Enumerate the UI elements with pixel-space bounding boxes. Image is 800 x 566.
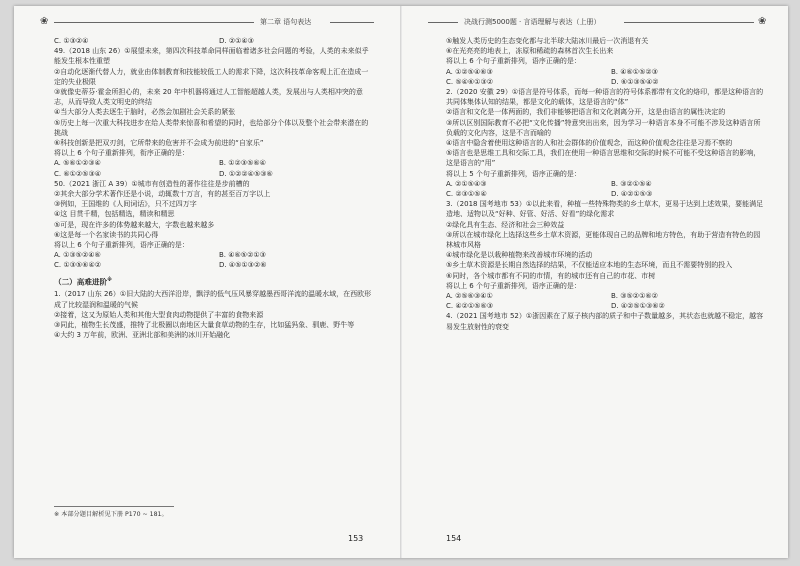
answer-options	[446, 189, 766, 199]
text-line: ②语言和文化是一体两面的，我们非能够把语言和文化剥离分开，这是由语言的属性决定的	[446, 108, 726, 117]
answer-option: D. ①②②④⑤③⑥	[219, 169, 273, 178]
footnote-mark: ※	[107, 276, 113, 283]
answer-options	[446, 179, 766, 189]
answer-option: D. ②①④③	[219, 37, 254, 45]
answer-option: D. ④②⑤①③⑥②	[611, 302, 665, 311]
footnote: ※ 本部分题目解析见下册 P170 ~ 181。	[54, 511, 168, 518]
text-line: 将以上 5 个句子重新排列，语序正确的是：	[446, 169, 581, 178]
answer-options	[446, 291, 766, 301]
left-page	[14, 6, 400, 558]
text-line: 2.（2020 安徽 29）①语言是符号体系，而每一种语言的符号体系都带有文化的烙印，都是这种语言的共同体集体认知的结果，都是文化的载体，这是语言的“体”	[446, 88, 764, 107]
header-rule	[330, 22, 374, 23]
text-line: ③就像史蒂芬·霍金所担心的，未来 20 年中机器将通过人工智能超越人类，发展出与人类相冲突的意志，从而导致人类文明史的终结	[54, 88, 363, 107]
text-line: ⑤语言也是思维工具和交际工具，我们在使用一种语言思维和交际的时候不可能不受这种语言的影响，这是语言的“用”	[446, 149, 761, 168]
text-line: ⑤可是，现在许多的体势越来越大，字数也越来越多	[54, 220, 215, 229]
text-line: 将以上 6 个句子重新排列，语序正确的是：	[54, 241, 189, 250]
answer-options	[446, 67, 766, 77]
answer-option: B. ①②③⑤⑥④	[219, 159, 266, 168]
answer-option: C. ⑥①②⑤③④	[54, 169, 101, 178]
answer-option: B. ③②①⑤④	[611, 179, 652, 188]
answer-option: D. ⑥①③⑤④②	[611, 77, 659, 86]
text-line: ②其余大部分学术著作还是小说，动辄数十万言，有的甚至百万字以上	[54, 190, 271, 199]
header-rule	[624, 22, 754, 23]
answer-option: A. ⑤⑥①②③④	[54, 159, 101, 168]
text-line: ⑤乡土草木资源是长期自然选择的结果，不仅能适应本地的生态环境，而且不需要特别的投入	[446, 261, 733, 270]
text-line: ④这 目贯千精，包括精选，精读和精思	[54, 210, 175, 219]
answer-options	[54, 158, 374, 168]
header-rule	[54, 22, 254, 23]
text-line: 3.（2018 国考地市 53）①以此来看，种植一些特殊物类的乡土草木，更易于达到上述效果，要能满足造地、适物以及“好种、好管、好活、好看”的绿化需求	[446, 200, 764, 219]
flower-ornament-icon: ❀	[40, 16, 49, 27]
book-title: 决战行测5000题 · 言语理解与表达（上册）	[464, 18, 601, 26]
answer-option: C. ④②①⑤⑥③	[446, 302, 493, 311]
answer-options	[54, 260, 374, 270]
answer-option: B. ④⑥①⑤②③	[611, 67, 658, 76]
text-line: 将以上 6 个句子重新排列，衔序正确的是：	[54, 149, 189, 158]
left-page-header	[40, 16, 374, 28]
right-page-header	[428, 16, 768, 28]
page-number: 154	[446, 534, 462, 543]
right-page-body	[446, 36, 766, 332]
section-heading-text: （二）高难进阶	[54, 277, 108, 287]
text-line: ⑤触发人类历史的生态变化都与北半球大陆冰川最后一次消退有关	[446, 37, 649, 45]
page-number: 153	[348, 534, 364, 543]
text-line: ⑥科技创新是把双刃剑，它所带来的危害并不会成为前进的“自家乐”	[54, 139, 264, 148]
text-line: 将以上 6 个句子重新排列，语序正确的是：	[446, 281, 581, 290]
text-line: ④当大部分人类去逐生于脑时，必然会加剧社会关系的紧张	[54, 108, 236, 117]
text-line: 50.（2021 浙江 A 39）①城市有创造性的著作往往是步前槽的	[54, 179, 250, 188]
text-line: ③所以在城市绿化上选择这些乡土草木资源，更能体现自己的品牌和地方特色，有助于营造有特色的园林城市风格	[446, 230, 761, 250]
answer-options	[446, 301, 766, 311]
book-spread	[14, 6, 788, 558]
text-line: ⑤历史上每一次重大科技进步在给人类带来惊喜和希望的同时，也给部分个体以及整个社会带来潜在的挑战	[54, 118, 369, 137]
footnote-rule	[54, 506, 174, 507]
text-line: ③所以区别国际教育不必把“文化传播”特意突出出来，因为学习一种语言本身不可能不涉及这种语言所负载的文化内容，这是不言而喻的	[446, 118, 761, 137]
flower-ornament-icon: ❀	[758, 16, 767, 27]
answer-option: A. ①③⑤②④⑥	[54, 251, 101, 260]
answer-options	[54, 36, 374, 46]
text-line: ②接着，这又为原始人类和其他大型食肉动物提供了丰富的食物来源	[54, 310, 264, 319]
answer-option: C. ②③①⑤④	[446, 190, 487, 199]
text-line: ④城市绿化是以栽种植物来改善城市环境的活动	[446, 251, 593, 260]
text-line: ③同此，植物生长茂盛，推特了北极圈以南地区大量食草动物的生存，比如猛犸象、驯鹿、野牛等	[54, 321, 355, 330]
text-line: 1.（2017 山东 26）①旧大陆的大西洋沿岸，飘浮的低气压风暴穿越墨西哥洋流的温暖水域，在西欧形成了比较湿润和温暖的气候	[54, 290, 372, 309]
text-line: ②绿化具有生态、经济和社会三种效益	[446, 220, 565, 229]
answer-options	[54, 250, 374, 260]
answer-option: A. ②①⑤④③	[446, 179, 487, 188]
text-line: ④语言中隐含着使用这种语言的人和社会群体的价值观念，而这种价值观念往往是习焉不察的	[446, 139, 733, 148]
text-line: 将以上 6 个句子重新排列，语序正确的是：	[446, 57, 581, 66]
answer-option: C. ①③②④	[54, 37, 89, 45]
left-page-body	[54, 36, 374, 340]
header-rule	[428, 22, 458, 23]
right-page	[402, 6, 788, 558]
text-line: ⑥在光亮亮的地表上，冻原和稀疏的森林首次生长出来	[446, 47, 614, 56]
answer-option: C. ①③⑤⑥④②	[54, 261, 101, 270]
answer-option: B. ③⑤②①⑥②	[611, 292, 658, 301]
text-line: ⑥同时，各个城市都有不同的市情，有的城市还有自己的市花、市树	[446, 271, 656, 280]
answer-option: D. ④②①⑤③	[611, 190, 653, 199]
text-line: ②自动化逐渐代替人力，就业由体制教育和技能较低工人的需求下降，这次科技革命客观上汇在造成一定的失业极限	[54, 67, 369, 86]
answer-options	[446, 77, 766, 87]
text-line: 4.（2021 国考地市 52）①浙因素在了原子核内部的质子和中子数量越多，其状态也就越不稳定，越容易发生放射性的衰变	[446, 312, 764, 331]
answer-option: D. ④⑤①③②⑥	[219, 261, 267, 270]
chapter-title: 第二章 语句表达	[260, 18, 312, 26]
text-line: ⑥这是每一个名家读书的共同心得	[54, 230, 159, 239]
text-line: ④大约 3 万年前，欧洲、亚洲北部和美洲的冰川开始融化	[54, 331, 231, 340]
section-heading	[54, 275, 374, 288]
text-line: 49.（2018 山东 26）①展望未来，第四次科技革命同样面临着诸多社会问题的考验，人类的未来似乎能发生根本性重塑	[54, 47, 369, 66]
answer-option: C. ⑤④⑥①③②	[446, 77, 493, 86]
answer-option: A. ①②⑤④⑥③	[446, 67, 493, 76]
answer-option: B. ④⑥⑤②①③	[219, 251, 266, 260]
answer-options	[54, 169, 374, 179]
text-line: ③例如，王国维的《人间词话》，只不过四万字	[54, 200, 197, 209]
answer-option: A. ②⑤⑥③④①	[446, 292, 493, 301]
